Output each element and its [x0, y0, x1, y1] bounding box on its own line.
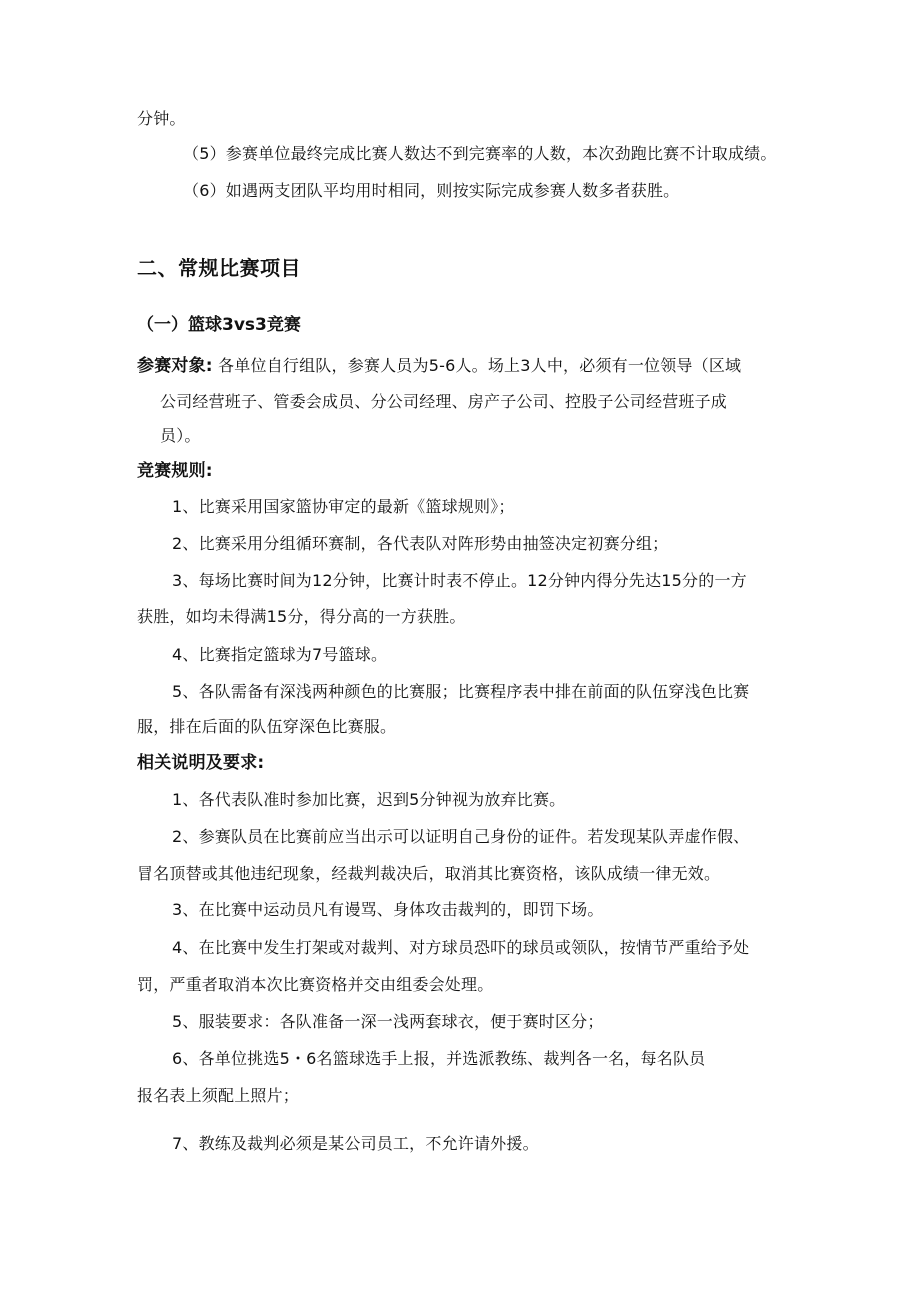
- note-4-line-1: 4、在比赛中发生打架或对裁判、对方球员恐吓的球员或领队，按情节严重给予处: [172, 938, 750, 957]
- note-5: 5、服装要求：各队准备一深一浅两套球衣，便于赛时区分；: [172, 1012, 604, 1031]
- participants-text-1: 各单位自行组队，参赛人员为5-6人。场上3人中，必须有一位领导（区域: [218, 356, 742, 375]
- participants-line-1: [137, 355, 741, 377]
- intro-item-6: （6）如遇两支团队平均用时相同，则按实际完成参赛人数多者获胜。: [183, 181, 680, 200]
- intro-continuation: 分钟。: [137, 109, 186, 128]
- rule-3-line-1: 3、每场比赛时间为12分钟，比赛计时表不停止。12分钟内得分先达15分的一方: [172, 571, 747, 590]
- participants-line-2: 公司经营班子、管委会成员、分公司经理、房产子公司、控股子公司经营班子成: [160, 392, 728, 411]
- note-2-line-2: 冒名顶替或其他违纪现象，经裁判裁决后，取消其比赛资格，该队成绩一律无效。: [137, 864, 721, 883]
- rule-5-line-1: 5、各队需备有深浅两种颜色的比赛服；比赛程序表中排在前面的队伍穿浅色比赛: [172, 682, 750, 701]
- rules-heading: 竞赛规则:: [137, 461, 213, 481]
- note-7: 7、教练及裁判必须是某公司员工，不允许请外援。: [172, 1134, 539, 1153]
- section-title: 二、常规比赛项目: [137, 256, 301, 280]
- note-2-line-1: 2、参赛队员在比赛前应当出示可以证明自己身份的证件。若发现某队弄虚作假、: [172, 827, 750, 846]
- rule-5-line-2: 服，排在后面的队伍穿深色比赛服。: [137, 717, 397, 736]
- rule-2: 2、比赛采用分组循环赛制，各代表队对阵形势由抽签决定初赛分组；: [172, 534, 669, 553]
- note-4-line-2: 罚，严重者取消本次比赛资格并交由组委会处理。: [137, 975, 494, 994]
- participants-line-3: 员）。: [160, 426, 201, 445]
- rule-3-line-2: 获胜，如均未得满15分，得分高的一方获胜。: [137, 607, 466, 626]
- participants-label: 参赛对象:: [137, 356, 213, 376]
- notes-heading: 相关说明及要求:: [137, 753, 265, 773]
- subsection-title: （一）篮球3vs3竞赛: [137, 315, 301, 335]
- intro-item-5: （5）参赛单位最终完成比赛人数达不到完赛率的人数，本次劲跑比赛不计取成绩。: [183, 144, 777, 163]
- rule-4: 4、比赛指定篮球为7号篮球。: [172, 645, 388, 664]
- note-1: 1、各代表队准时参加比赛，迟到5分钟视为放弃比赛。: [172, 790, 566, 809]
- note-3: 3、在比赛中运动员凡有谩骂、身体攻击裁判的，即罚下场。: [172, 900, 604, 919]
- rule-1: 1、比赛采用国家篮协审定的最新《篮球规则》；: [172, 497, 515, 516]
- note-6-line-1: 6、各单位挑选5・6名篮球选手上报，并选派教练、裁判各一名，每名队员: [172, 1049, 706, 1068]
- note-6-line-2: 报名表上须配上照片；: [137, 1086, 300, 1105]
